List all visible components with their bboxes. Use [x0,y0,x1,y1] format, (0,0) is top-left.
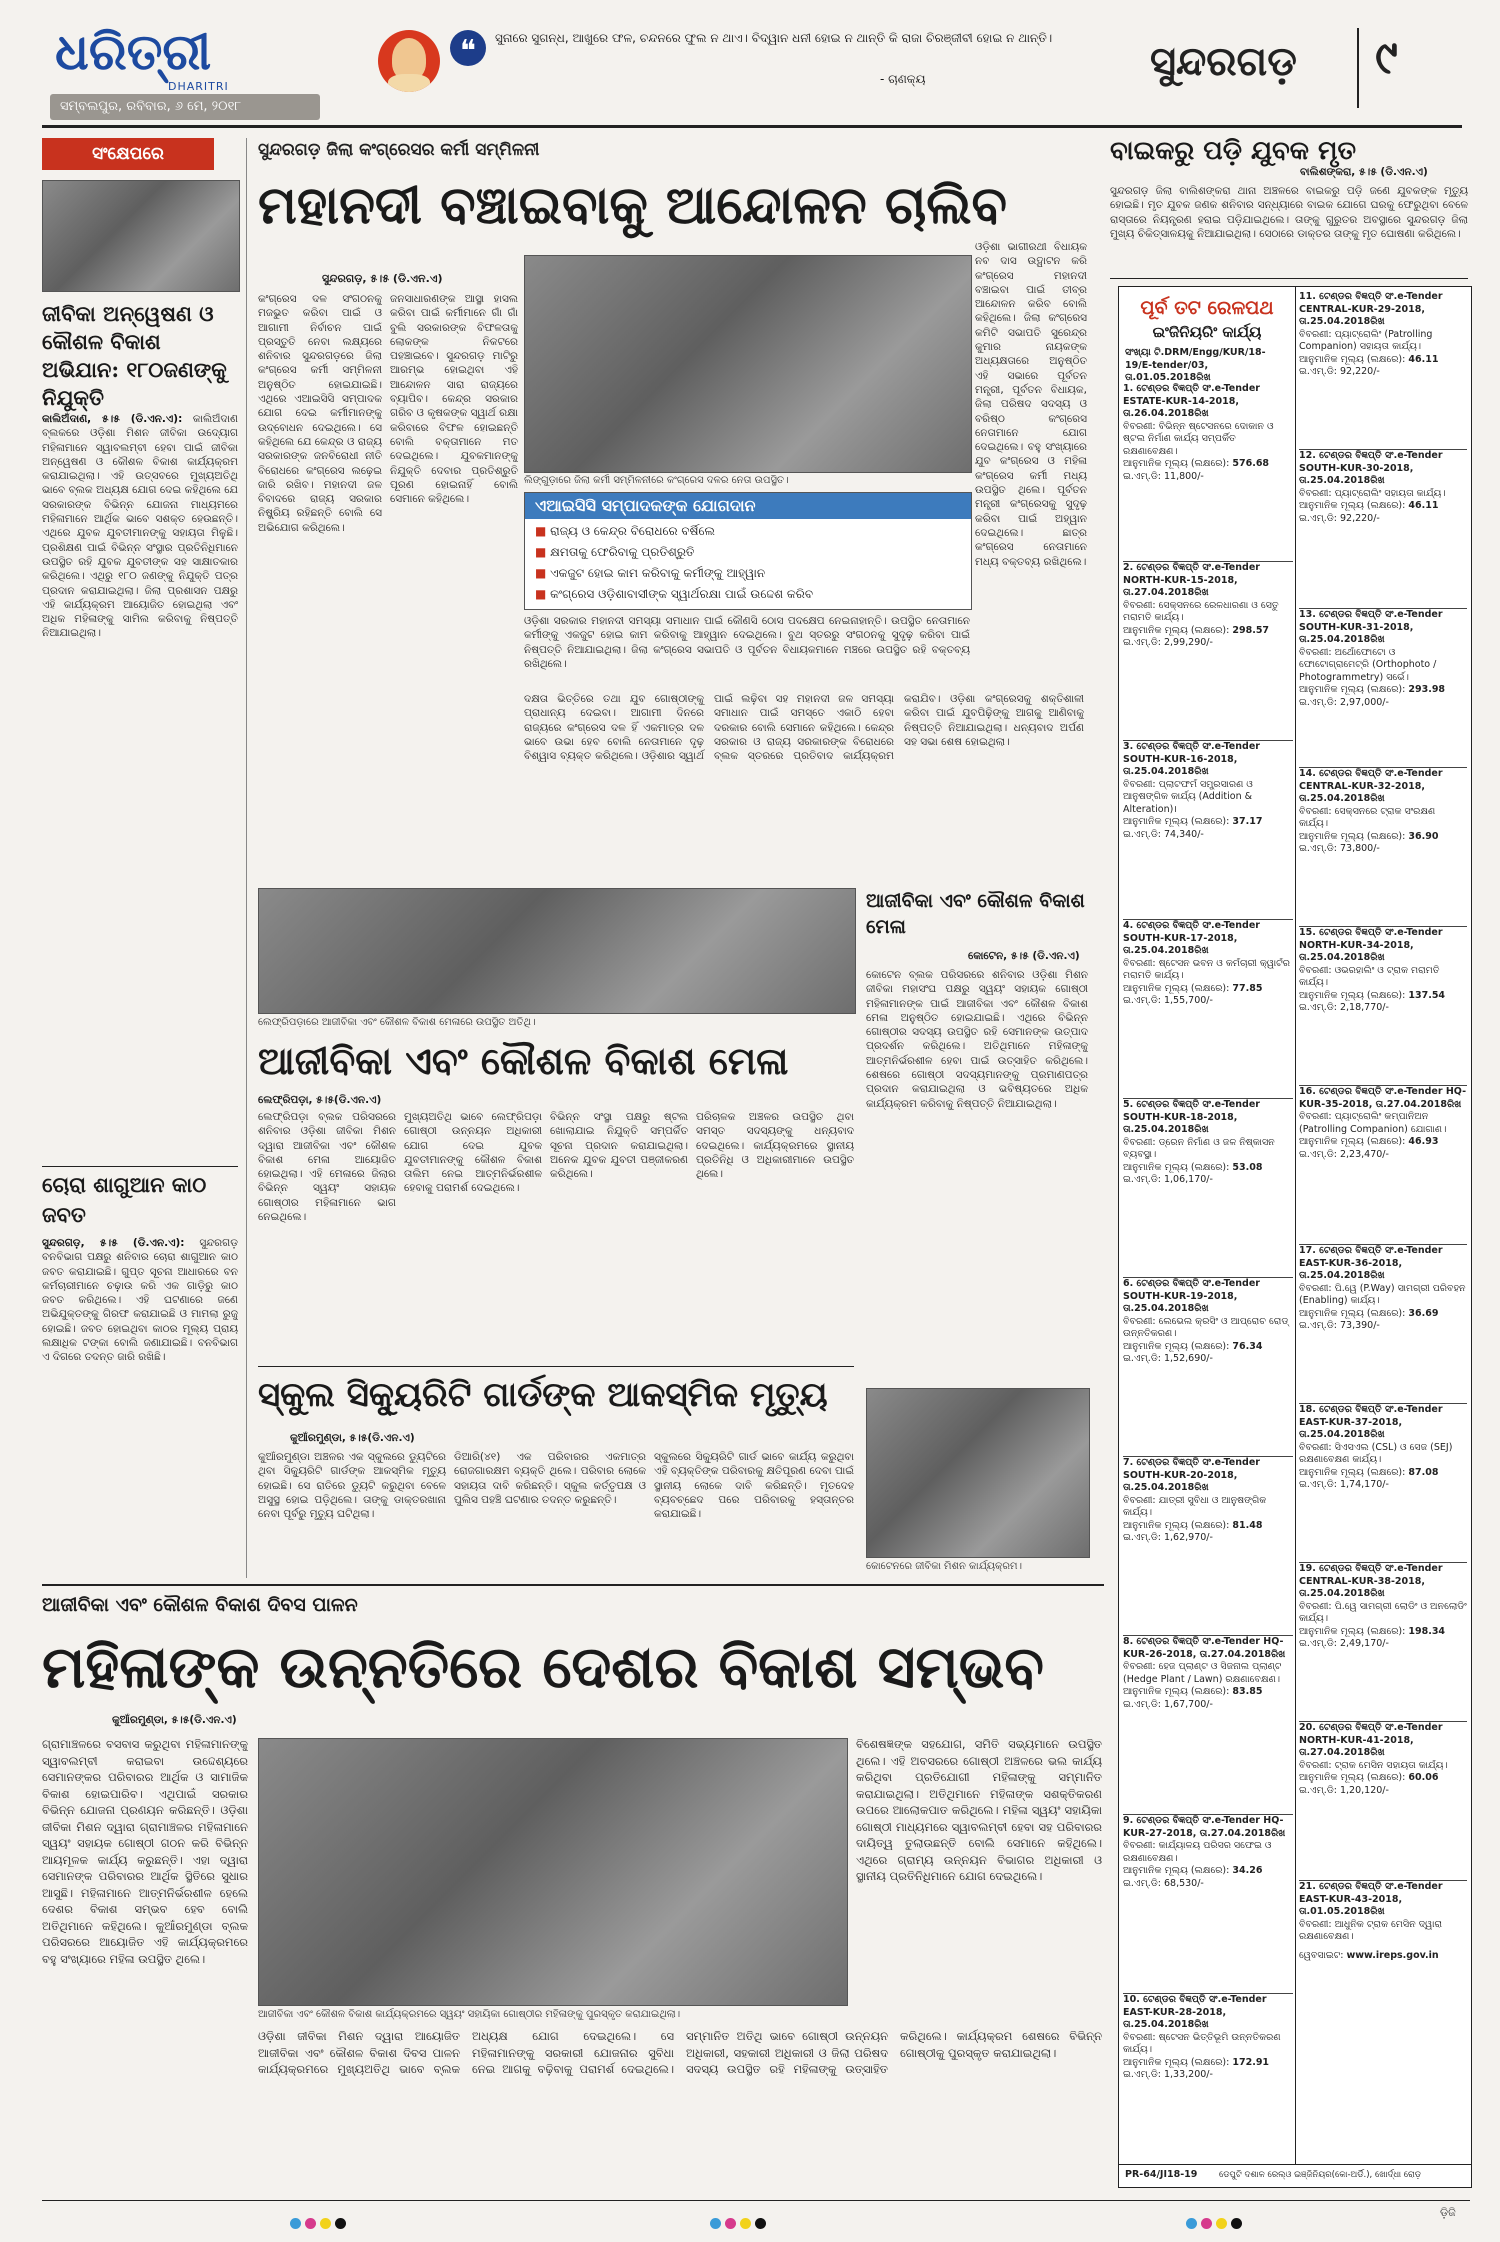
tender-notice [1118,286,1472,2188]
tender-left-list [1123,383,1293,2144]
tender-footer-sign: ଡେପୁଟି ଦଶାଳ ରେଲ୍ଓ ଇଞ୍ଜିନିୟର(କୋ-ଅର୍ଡି.), ଖୋର୍ଦ୍ଧା ରୋଡ଼ [1219,2170,1422,2180]
guard-top-rule [258,1366,854,1367]
jibika2-headline: ଆଜୀବିକା ଏବଂ କୌଶଳ ବିକାଶ ମେଳା [866,890,1085,938]
lead-photo-caption: ଲିଙ୍ଗୁଡ଼ାରେ ଜିଲା କର୍ମୀ ସମ୍ମିଳନୀରେ କଂଗ୍ରେସ ଦଳର ନେତା ଉପସ୍ଥିତ। [524,475,789,486]
tender-item: 12. ଟେଣ୍ଡର ବିଜ୍ଞପ୍ତି ସଂ.e-Tender SOUTH-KUR-30-2018, ତା.25.04.2018ରିଖ ବିବରଣୀ: ପ୍ୟାଟ୍ରୋଲିଂ ସହାୟତା କାର୍ଯ୍ୟ। ଆନୁମାନିକ ମୂଲ୍ୟ (ଲକ୍ଷରେ): 46.11 ଇ.ଏମ୍.ଡି: 92,220/- [1299,450,1467,609]
bottom-dateline: କୁଆଁରମୁଣ୍ଡା, ୫।୫(ଡି.ଏନ.ଏ) [112,1714,237,1726]
tender-item: 3. ଟେଣ୍ଡର ବିଜ୍ଞପ୍ତି ସଂ.e-Tender SOUTH-KUR-16-2018, ତା.25.04.2018ରିଖ ବିବରଣୀ: ପ୍ଲାଟଫର୍ମ ସମ୍ପ୍ରସାରଣ ଓ ଆନୁଷଙ୍ଗିକ କାର୍ଯ୍ୟ (Addition & Alteration)। ଆନୁମାନିକ ମୂଲ୍ୟ (ଲକ୍ଷରେ): 37.17 ଇ.ଏମ୍.ଡି: 74,340/- [1123,741,1293,920]
bottom-section-rule [42,1584,1104,1586]
footer-rule [42,2200,1470,2201]
jibika-dateline: ଲେଫ୍ରିପଡ଼ା, ୫।୫(ଡି.ଏନ.ଏ) [258,1094,382,1106]
sidebar-divider [42,1166,238,1167]
bottom-right-body: ବିଶେଷଜ୍ଞଙ୍କ ସହଯୋଗ, ସମିତି ସଭ୍ୟମାନେ ଉପସ୍ଥିତ ଥିଲେ। ଏହି ଅବସରରେ ଗୋଷ୍ଠୀ ଅଞ୍ଚଳରେ ଭଲ କାର୍ଯ୍ୟ କରିଥିବା ପ୍ରତିଯୋଗୀ ମହିଳାଙ୍କୁ ସମ୍ମାନିତ କରାଯାଇଥିଲା। ଅତିଥିମାନେ ମହିଳାଙ୍କ ସଶକ୍ତିକରଣ ଉପରେ ଆଲୋକପାତ କରିଥିଲେ। ମହିଳା ସ୍ୱୟଂ ସହାୟିକା ଗୋଷ୍ଠୀ ମାଧ୍ୟମରେ ସ୍ୱାବଲମ୍ବୀ ହେବା ସହ ପରିବାରର ଦାୟିତ୍ୱ ତୁଲାଉଛନ୍ତି ବୋଲି ସେମାନେ କହିଥିଲେ। ଏଥିରେ ଗ୍ରାମ୍ୟ ଉନ୍ନୟନ ବିଭାଗର ଅଧିକାରୀ ଓ ସ୍ଥାନୀୟ ପ୍ରତିନିଧିମାନେ ଯୋଗ ଦେଇଥିଲେ। [856,1737,1102,1883]
tender-right-list [1299,291,1467,2031]
page-number: ୯ [1375,30,1398,84]
jibika2-photo [866,1388,1090,1558]
tender-item: 18. ଟେଣ୍ଡର ବିଜ୍ଞପ୍ତି ସଂ.e-Tender EAST-KUR-37-2018, ତା.25.04.2018ରିଖ ବିବରଣୀ: ସିଏସଏଲ (CSL) ଓ ସେଜ (SEJ) ରକ୍ଷଣାବେକ୍ଷଣ କାର୍ଯ୍ୟ। ଆନୁମାନିକ ମୂଲ୍ୟ (ଲକ୍ଷରେ): 87.08 ଇ.ଏମ୍.ଡି: 1,74,170/- [1299,1404,1467,1563]
tender-item: 9. ଟେଣ୍ଡର ବିଜ୍ଞପ୍ତି ସଂ.e-Tender HQ-KUR-27-2018, ତା.27.04.2018ରିଖ ବିବରଣୀ: କାର୍ଯ୍ୟାଳୟ ପରିସର ସଫେଇ ଓ ରକ୍ଷଣାବେକ୍ଷଣ। ଆନୁମାନିକ ମୂଲ୍ୟ (ଲକ୍ଷରେ): 34.26 ଇ.ଏମ୍.ଡି: 68,530/- [1123,1815,1293,1994]
sidebar-story2-headline: ଚୋରା ଶାଗୁଆନ କାଠ ଜବତ [42,1172,207,1227]
quote-text: ସୁନାରେ ସୁଗନ୍ଧ, ଆଖୁରେ ଫଳ, ଚନ୍ଦନରେ ଫୁଲ ନ ଥାଏ। ବିଦ୍ୱାନ ଧନୀ ହୋଇ ନ ଥାନ୍ତି କି ରାଜା ଚିରଞ୍ଜୀବୀ ହୋଇ ନ ଥାନ୍ତି। [495,31,1053,45]
jibika-headline: ଆଜୀବିକା ଏବଂ କୌଶଳ ବିକାଶ ମେଳା [258,1038,789,1083]
tender-item: 7. ଟେଣ୍ଡର ବିଜ୍ଞପ୍ତି ସଂ.e-Tender SOUTH-KUR-20-2018, ତା.25.04.2018ରିଖ ବିବରଣୀ: ଯାତ୍ରୀ ସୁବିଧା ଓ ଆନୁଷଙ୍ଗିକ କାର୍ଯ୍ୟ। ଆନୁମାନିକ ମୂଲ୍ୟ (ଲକ୍ଷରେ): 81.48 ଇ.ଏମ୍.ଡି: 1,62,970/- [1123,1457,1293,1636]
tender-item: 17. ଟେଣ୍ଡର ବିଜ୍ଞପ୍ତି ସଂ.e-Tender EAST-KUR-36-2018, ତା.25.04.2018ରିଖ ବିବରଣୀ: ପି.ୱେ (P.Way) ସାମଗ୍ରୀ ପରିବହନ (Enabling) କାର୍ଯ୍ୟ। ଆନୁମାନିକ ମୂଲ୍ୟ (ଲକ୍ଷରେ): 36.69 ଇ.ଏମ୍.ଡି: 73,390/- [1299,1245,1467,1404]
bike-headline: ବାଇକରୁ ପଡ଼ି ଯୁବକ ମୃତ [1110,136,1357,166]
dateline-bar [50,94,320,120]
registration-marks-right [1186,2214,1246,2233]
jibika-photo [258,888,856,1014]
bottom-photo-caption: ଆଜୀବିକା ଏବଂ କୌଶଳ ବିକାଶ କାର୍ଯ୍ୟକ୍ରମରେ ସ୍ୱୟଂ ସହାୟିକା ଗୋଷ୍ଠୀର ମହିଳାଙ୍କୁ ପୁରସ୍କୃତ କରାଯାଇଥିଲା। [258,2009,681,2020]
jibika-col-3: ବିଭିନ୍ନ ସଂସ୍ଥା ପକ୍ଷରୁ ଷ୍ଟଲ ଖୋଲାଯାଇ ନିଯୁକ୍ତି ସମ୍ପର୍କିତ ସୂଚନା ପ୍ରଦାନ କରାଯାଇଥିଲା। ଅନେକ ଯୁବକ ଯୁବତୀ ପଞ୍ଜୀକରଣ କରିଥିଲେ। [550,1111,688,1181]
guard-dateline: କୁଆଁରମୁଣ୍ଡା, ୫।୫(ଡି.ଏନ.ଏ) [290,1432,415,1444]
tender-item: 15. ଟେଣ୍ଡର ବିଜ୍ଞପ୍ତି ସଂ.e-Tender NORTH-KUR-34-2018, ତା.25.04.2018ରିଖ ବିବରଣୀ: ଓଭରହାଲିଂ ଓ ଟ୍ରାକ ମରାମତି କାର୍ଯ୍ୟ। ଆନୁମାନିକ ମୂଲ୍ୟ (ଲକ୍ଷରେ): 137.54 ଇ.ଏମ୍.ଡି: 2,18,770/- [1299,927,1467,1086]
tender-ref: ସଂଖ୍ୟା ଟି.DRM/Engg/KUR/18-19/E-tender/03, ତା.01.05.2018ରିଖ [1125,347,1266,383]
bottom-kicker: ଆଜୀବିକା ଏବଂ କୌଶଳ ବିକାଶ ଦିବସ ପାଳନ [42,1594,358,1616]
registration-marks-left [290,2214,350,2233]
sidebar-photo [42,180,240,292]
tender-item: 11. ଟେଣ୍ଡର ବିଜ୍ଞପ୍ତି ସଂ.e-Tender CENTRAL-KUR-29-2018, ତା.25.04.2018ରିଖ ବିବରଣୀ: ପ୍ୟାଟ୍ରୋଲିଂ (Patrolling Companion) ସହାୟତା କାର୍ଯ୍ୟ। ଆନୁମାନିକ ମୂଲ୍ୟ (ଲକ୍ଷରେ): 46.11 ଇ.ଏମ୍.ଡି: 92,220/- [1299,291,1467,450]
jibika2-photo-caption: କୋଟେନରେ ଜୀବିକା ମିଶନ କାର୍ଯ୍ୟକ୍ରମ। [866,1561,1022,1572]
tender-footer [1119,2164,1471,2187]
section-divider [1357,28,1359,108]
quote-author: - ଚାଣକ୍ୟ [880,72,926,86]
bottom-left-body: ଗ୍ରାମାଞ୍ଚଳରେ ବସବାସ କରୁଥିବା ମହିଳାମାନଙ୍କୁ ସ୍ୱାବଲମ୍ବୀ କରାଇବା ଉଦ୍ଦେଶ୍ୟରେ ସେମାନଙ୍କର ପରିବାରର ଆର୍ଥିକ ଓ ସାମାଜିକ ବିକାଶ ହୋଇପାରିବ। ଏଥିପାଇଁ ସରକାର ବିଭିନ୍ନ ଯୋଜନା ପ୍ରଣୟନ କରିଛନ୍ତି। ଓଡ଼ିଶା ଜୀବିକା ମିଶନ ଦ୍ୱାରା ଗ୍ରାମାଞ୍ଚଳର ମହିଳାମାନେ ସ୍ୱୟଂ ସହାୟକ ଗୋଷ୍ଠୀ ଗଠନ କରି ବିଭିନ୍ନ ଆୟମୂଳକ କାର୍ଯ୍ୟ କରୁଛନ୍ତି। ଏହା ଦ୍ୱାରା ସେମାନଙ୍କ ପରିବାରର ଆର୍ଥିକ ସ୍ଥିତିରେ ସୁଧାର ଆସୁଛି। ମହିଳାମାନେ ଆତ୍ମନିର୍ଭରଶୀଳ ହେଲେ ଦେଶର ବିକାଶ ସମ୍ଭବ ହେବ ବୋଲି ଅତିଥିମାନେ କହିଥିଲେ। କୁଆଁରମୁଣ୍ଡା ବ୍ଲକ ପରିସରରେ ଆୟୋଜିତ ଏହି କାର୍ଯ୍ୟକ୍ରମରେ ବହୁ ସଂଖ୍ୟାରେ ମହିଳା ଉପସ୍ଥିତ ଥିଲେ। [42,1737,248,1966]
guard-headline: ସ୍କୁଲ ସିକ୍ୟୁରିଟି ଗାର୍ଡଙ୍କ ଆକସ୍ମିକ ମୃତ୍ୟୁ [258,1375,828,1415]
aicc-box [524,492,972,610]
quote-mark-icon: ❝ [450,30,486,66]
lead-col-2: ଜନସାଧାରଣଙ୍କ ଆସ୍ଥା ହାସଲ କରିବା ପାଇଁ କର୍ମୀମାନେ ଗାଁ ଗାଁ ବୁଲି ସରକାରଙ୍କ ବିଫଳତାକୁ ଲୋକଙ୍କ ନିକଟରେ ପହଞ୍ଚାଇବେ। ସୁନ୍ଦରଗଡ଼ ମାଟିରୁ ଆରମ୍ଭ ହୋଇଥିବା ଏହି ଆନ୍ଦୋଳନ ସାରା ରାଜ୍ୟରେ ବ୍ୟାପିବ। କେନ୍ଦ୍ର ସରକାର ଗରିବ ଓ କୃଷକଙ୍କ ସ୍ୱାର୍ଥ ରକ୍ଷା କରିବାରେ ବିଫଳ ହୋଇଛନ୍ତି ବୋଲି ବକ୍ତାମାନେ ମତ ଦେଇଥିଲେ। ଯୁବକମାନଙ୍କୁ ନିଯୁକ୍ତି ଦେବାର ପ୍ରତିଶ୍ରୁତି ପୂରଣ ହୋଇନାହିଁ ବୋଲି ସେମାନେ କହିଥିଲେ। [390,293,518,506]
lead-kicker: ସୁନ୍ଦରଗଡ଼ ଜିଲା କଂଗ୍ରେସର କର୍ମୀ ସମ୍ମିଳନୀ [258,140,540,160]
guard-col-3: ସ୍କୁଲରେ ସିକ୍ୟୁରିଟି ଗାର୍ଡ ଭାବେ କାର୍ଯ୍ୟ କରୁଥିବା ଏହି ବ୍ୟକ୍ତିଙ୍କ ପରିବାରକୁ କ୍ଷତିପୂରଣ ଦେବା ପାଇଁ ସ୍ଥାନୀୟ ଲୋକେ ଦାବି କରିଛନ୍ତି। ମୃତଦେହ ବ୍ୟବଚ୍ଛେଦ ପରେ ପରିବାରକୁ ହସ୍ତାନ୍ତର କରାଯାଇଛି। [654,1451,854,1521]
lead-photo [524,255,972,473]
lead-col-4: ଓଡ଼ିଶା ଭାଗୀରଥୀ ବିଧାୟକ ନବ ଦାସ ଉଦ୍ଘାଟନ କରି କଂଗ୍ରେସ ମହାନଦୀ ବଞ୍ଚାଇବା ପାଇଁ ତୀବ୍ର ଆନ୍ଦୋଳନ କରିବ ବୋଲି କହିଥିଲେ। ଜିଲା କଂଗ୍ରେସ କମିଟି ସଭାପତି ସୁରେନ୍ଦ୍ର କୁମାର ନାୟକଙ୍କ ଅଧ୍ୟକ୍ଷତାରେ ଅନୁଷ୍ଠିତ ଏହି ସଭାରେ ପୂର୍ବତନ ମନ୍ତ୍ରୀ, ପୂର୍ବତନ ବିଧାୟକ, ଜିଲା ପରିଷଦ ସଦସ୍ୟ ଓ ବରିଷ୍ଠ କଂଗ୍ରେସ ନେତାମାନେ ଯୋଗ ଦେଇଥିଲେ। ବହୁ ସଂଖ୍ୟାରେ ଯୁବ କଂଗ୍ରେସ ଓ ମହିଳା କଂଗ୍ରେସ କର୍ମୀ ମଧ୍ୟ ଉପସ୍ଥିତ ଥିଲେ। ପୂର୍ବତନ ମନ୍ତ୍ରୀ କଂଗ୍ରେସକୁ ସୁଦୃଢ଼ କରିବା ପାଇଁ ଅହ୍ୱାନ ଦେଇଥିଲେ। ଛାତ୍ର କଂଗ୍ରେସ ନେତାମାନେ ମଧ୍ୟ ବକ୍ତବ୍ୟ ରଖିଥିଲେ। [975,241,1087,568]
tender-item: 6. ଟେଣ୍ଡର ବିଜ୍ଞପ୍ତି ସଂ.e-Tender SOUTH-KUR-19-2018, ତା.25.04.2018ରିଖ ବିବରଣୀ: ଲେଭେଲ କ୍ରସିଂ ଓ ଆପ୍ରୋଚ ରୋଡ୍ ଉନ୍ନତିକରଣ। ଆନୁମାନିକ ମୂଲ୍ୟ (ଲକ୍ଷରେ): 76.34 ଇ.ଏମ୍.ଡି: 1,52,690/- [1123,1278,1293,1457]
tender-item: 4. ଟେଣ୍ଡର ବିଜ୍ଞପ୍ତି ସଂ.e-Tender SOUTH-KUR-17-2018, ତା.25.04.2018ରିଖ ବିବରଣୀ: ଷ୍ଟେସନ ଭବନ ଓ କର୍ମଚାରୀ କ୍ୱାର୍ଟର ମରାମତି କାର୍ଯ୍ୟ। ଆନୁମାନିକ ମୂଲ୍ୟ (ଲକ୍ଷରେ): 77.85 ଇ.ଏମ୍.ଡି: 1,55,700/- [1123,920,1293,1099]
sidebar-header: ସଂକ୍ଷେପରେ [42,138,214,170]
lead-lower-body: ଦକ୍ଷତା ଭିତ୍ତିରେ ତଥା ଯୁବ ଗୋଷ୍ଠୀଙ୍କୁ ପ୍ରାଧାନ୍ୟ ଦେଇବା। ଆଗାମୀ ଦିନରେ ରାଜ୍ୟରେ କଂଗ୍ରେସ ଦଳ ହିଁ ଏକମାତ୍ର ଦଳ ଭାବେ ଉଭା ହେବ ବୋଲି ନେତାମାନେ ଦୃଢ଼ ବିଶ୍ୱାସ ବ୍ୟକ୍ତ କରିଥିଲେ। ଓଡ଼ିଶାର ସ୍ୱାର୍ଥ ପାଇଁ ଲଢ଼ିବା ସହ ମହାନଦୀ ଜଳ ସମସ୍ୟା ସମାଧାନ ପାଇଁ ସମସ୍ତେ ଏକାଠି ହେବା ଦରକାର ବୋଲି ସେମାନେ କହିଥିଲେ। କେନ୍ଦ୍ର ସରକାର ଓ ରାଜ୍ୟ ସରକାରଙ୍କ ବିରୋଧରେ ବ୍ଲକ ସ୍ତରରେ ପ୍ରତିବାଦ କାର୍ଯ୍ୟକ୍ରମ କରାଯିବ। ଓଡ଼ିଶା କଂଗ୍ରେସକୁ ଶକ୍ତିଶାଳୀ କରିବା ପାଇଁ ଯୁବପିଢ଼ିଙ୍କୁ ଆଗକୁ ଆଣିବାକୁ ନିଷ୍ପତ୍ତି ନିଆଯାଇଥିଲା। ଧନ୍ୟବାଦ ଅର୍ପଣ ସହ ସଭା ଶେଷ ହୋଇଥିଲା। [524,693,1084,763]
tender-col-divider [1295,287,1296,2187]
tender-item: 14. ଟେଣ୍ଡର ବିଜ୍ଞପ୍ତି ସଂ.e-Tender CENTRAL-KUR-32-2018, ତା.25.04.2018ରିଖ ବିବରଣୀ: ସେକ୍ସନରେ ଟ୍ରାକ ସଂରକ୍ଷଣ କାର୍ଯ୍ୟ। ଆନୁମାନିକ ମୂଲ୍ୟ (ଲକ୍ଷରେ): 36.90 ଇ.ଏମ୍.ଡି: 73,800/- [1299,768,1467,927]
jibika-photo-caption: ଲେଫ୍ରିପଡ଼ାରେ ଆଜୀବିକା ଏବଂ କୌଶଳ ବିକାଶ ମେଳାରେ ଉପସ୍ଥିତ ଅତିଥି। [258,1017,536,1028]
jibika2-dateline: କୋଟେନ, ୫।୫ (ଡି.ଏନ.ଏ) [968,950,1080,962]
logo: ଧରିତ୍ରୀ [55,22,212,81]
tender-item: 5. ଟେଣ୍ଡର ବିଜ୍ଞପ୍ତି ସଂ.e-Tender SOUTH-KUR-18-2018, ତା.25.04.2018ରିଖ ବିବରଣୀ: ଡ୍ରେନ ନିର୍ମାଣ ଓ ଜଳ ନିଷ୍କାସନ ବ୍ୟବସ୍ଥା। ଆନୁମାନିକ ମୂଲ୍ୟ (ଲକ୍ଷରେ): 53.08 ଇ.ଏମ୍.ଡି: 1,06,170/- [1123,1099,1293,1278]
registration-marks-center [710,2214,770,2233]
jibika2-body: କୋଟେନ ବ୍ଲକ ପରିସରରେ ଶନିବାର ଓଡ଼ିଶା ମିଶନ ଜୀବିକା ମହାସଂଘ ପକ୍ଷରୁ ସ୍ୱୟଂ ସହାୟକ ଗୋଷ୍ଠୀ ମହିଳାମାନଙ୍କ ପାଇଁ ଆଜୀବିକା ଏବଂ କୌଶଳ ବିକାଶ ମେଳା ଅନୁଷ୍ଠିତ ହୋଇଯାଇଛି। ଏଥିରେ ବିଭିନ୍ନ ଗୋଷ୍ଠୀର ସଦସ୍ୟ ଉପସ୍ଥିତ ରହି ସେମାନଙ୍କ ଉତ୍ପାଦ ପ୍ରଦର୍ଶନ କରିଥିଲେ। ଅତିଥିମାନେ ମହିଳାଙ୍କୁ ଆତ୍ମନିର୍ଭରଶୀଳ ହେବା ପାଇଁ ଉତ୍ସାହିତ କରିଥିଲେ। ଶେଷରେ ଗୋଷ୍ଠୀ ସଦସ୍ୟମାନଙ୍କୁ ପ୍ରମାଣପତ୍ର ପ୍ରଦାନ କରାଯାଇଥିଲା ଓ ଭବିଷ୍ୟତରେ ଅଧିକ କାର୍ଯ୍ୟକ୍ରମ କରିବାକୁ ନିଷ୍ପତ୍ତି ନିଆଯାଇଥିଲା। [866,969,1088,1110]
section-name: ସୁନ୍ଦରଗଡ଼ [1150,38,1297,85]
masthead [0,0,1500,130]
bottom-low-body: ଓଡ଼ିଶା ଜୀବିକା ମିଶନ ଦ୍ୱାରା ଆୟୋଜିତ ଆଜୀବିକା ଏବଂ କୌଶଳ ବିକାଶ ଦିବସ ପାଳନ କାର୍ଯ୍ୟକ୍ରମରେ ମୁଖ୍ୟଅତିଥି ଭାବେ ବ୍ଲକ ଅଧ୍ୟକ୍ଷ ଯୋଗ ଦେଇଥିଲେ। ସେ ମହିଳାମାନଙ୍କୁ ସରକାରୀ ଯୋଜନାର ସୁବିଧା ନେଇ ଆଗକୁ ବଢ଼ିବାକୁ ପରାମର୍ଶ ଦେଇଥିଲେ। ସମ୍ମାନିତ ଅତିଥି ଭାବେ ଗୋଷ୍ଠୀ ଉନ୍ନୟନ ଅଧିକାରୀ, ସହକାରୀ ଅଧିକାରୀ ଓ ଜିଲା ପରିଷଦ ସଦସ୍ୟ ଉପସ୍ଥିତ ରହି ମହିଳାଙ୍କୁ ଉତ୍ସାହିତ କରିଥିଲେ। କାର୍ଯ୍ୟକ୍ରମ ଶେଷରେ ବିଭିନ୍ନ ଗୋଷ୍ଠୀକୁ ପୁରସ୍କୃତ କରାଯାଇଥିଲା। [258,2029,1102,2076]
sidebar-column-rule [246,138,247,1578]
tender-footer-ref: PR-64/JI18-19 [1125,2169,1198,2180]
logo-english: DHARITRI [168,80,229,93]
tender-item: 2. ଟେଣ୍ଡର ବିଜ୍ଞପ୍ତି ସଂ.e-Tender NORTH-KUR-15-2018, ତା.27.04.2018ରିଖ ବିବରଣୀ: ସେକ୍ସନରେ ରେଳଧାରଣା ଓ ସେତୁ ମରାମତି କାର୍ଯ୍ୟ। ଆନୁମାନିକ ମୂଲ୍ୟ (ଲକ୍ଷରେ): 298.57 ଇ.ଏମ୍.ଡି: 2,99,290/- [1123,562,1293,741]
lead-headline: ମହାନଦୀ ବଞ୍ଚାଇବାକୁ ଆନ୍ଦୋଳନ ଚାଲିବ [258,175,1007,236]
bottom-photo [258,1738,848,2006]
tender-item: 13. ଟେଣ୍ଡର ବିଜ୍ଞପ୍ତି ସଂ.e-Tender SOUTH-KUR-31-2018, ତା.25.04.2018ରିଖ ବିବରଣୀ: ଅର୍ଥୋଫୋଟୋ ଓ ଫୋଟୋଗ୍ରାମେଟ୍ରି (Orthophoto / Photogrammetry) ସର୍ଭେ। ଆନୁମାନିକ ମୂଲ୍ୟ (ଲକ୍ଷରେ): 293.98 ଇ.ଏମ୍.ଡି: 2,97,000/- [1299,609,1467,768]
sidebar-story1-headline: ଜୀବିକା ଅନ୍ୱେଷଣ ଓ କୌଶଳ ବିକାଶ ଅଭିଯାନ: ୧୮୦ଜଣଙ୍କୁ ନିଯୁକ୍ତି [42,301,227,410]
right-top-rule [1110,278,1468,279]
tender-item: 20. ଟେଣ୍ଡର ବିଜ୍ଞପ୍ତି ସଂ.e-Tender NORTH-KUR-41-2018, ତା.27.04.2018ରିଖ ବିବରଣୀ: ଟ୍ରାକ ମେସିନ ସହାୟତା କାର୍ଯ୍ୟ। ଆନୁମାନିକ ମୂଲ୍ୟ (ଲକ୍ଷରେ): 60.06 ଇ.ଏମ୍.ଡି: 1,20,120/- [1299,1722,1467,1881]
tender-item: 16. ଟେଣ୍ଡର ବିଜ୍ଞପ୍ତି ସଂ.e-Tender HQ-KUR-35-2018, ତା.27.04.2018ରିଖ ବିବରଣୀ: ପ୍ୟାଟ୍ରୋଲିଂ କମ୍ପାନିଅନ (Patrolling Companion) ଯୋଗାଣ। ଆନୁମାନିକ ମୂଲ୍ୟ (ଲକ୍ଷରେ): 46.93 ଇ.ଏମ୍.ଡି: 2,23,470/- [1299,1086,1467,1245]
sidebar-story1-body: କାଲିଅଁଦାଣ, ୫।୫ (ଡି.ଏନ.ଏ): କାଲିଅଁଦାଣ ବ୍ଲକରେ ଓଡ଼ିଶା ମିଶନ ଜୀବିକା ଉଦ୍ୟୋଗ ମହିଳାମାନେ ସ୍ୱାବଲମ୍ବୀ ହେବା ପାଇଁ ଜୀବିକା ଅନ୍ୱେଷଣ ଓ କୌଶଳ ବିକାଶ କାର୍ଯ୍ୟକ୍ରମ କରାଯାଇଥିଲା। ଏହି ଉତ୍ସବରେ ମୁଖ୍ୟଅତିଥି ଭାବେ ବ୍ଲକ ଅଧ୍ୟକ୍ଷ ଯୋଗ ଦେଇ କହିଥିଲେ ଯେ ସରକାରଙ୍କ ବିଭିନ୍ନ ଯୋଜନା ମାଧ୍ୟମରେ ମହିଳାମାନେ ଆର୍ଥିକ ଭାବେ ସଶକ୍ତ ହେଉଛନ୍ତି। ଏଥିରେ ଯୁବକ ଯୁବତୀମାନଙ୍କୁ ସହାୟତା ମିଳୁଛି। ପ୍ରଶିକ୍ଷଣ ପାଇଁ ବିଭିନ୍ନ ସଂସ୍ଥାର ପ୍ରତିନିଧିମାନେ ଉପସ୍ଥିତ ରହି ଯୁବକ ଯୁବତୀଙ୍କ ସହ ସାକ୍ଷାତକାର କରିଥିଲେ। ଏଥିରୁ ୧୮୦ ଜଣଙ୍କୁ ନିଯୁକ୍ତି ପତ୍ର ପ୍ରଦାନ କରାଯାଇଥିଲା। ଜିଲା ପ୍ରଶାସନ ପକ୍ଷରୁ ଏହି କାର୍ଯ୍ୟକ୍ରମ ଆୟୋଜିତ ହୋଇଥିଲା ଏବଂ ଅଧିକ ମହିଳାଙ୍କୁ ସାମିଲ କରିବାକୁ ନିଷ୍ପତ୍ତି ନିଆଯାଇଥିଲା। [42,413,238,640]
tender-item: 19. ଟେଣ୍ଡର ବିଜ୍ଞପ୍ତି ସଂ.e-Tender CENTRAL-KUR-38-2018, ତା.25.04.2018ରିଖ ବିବରଣୀ: ପି.ୱେ ସାମଗ୍ରୀ ଲୋଡିଂ ଓ ଅନଲୋଡିଂ କାର୍ଯ୍ୟ। ଆନୁମାନିକ ମୂଲ୍ୟ (ଲକ୍ଷରେ): 198.34 ଇ.ଏମ୍.ଡି: 2,49,170/- [1299,1563,1467,1722]
bike-dateline: ବାଲିଶଙ୍କରା, ୫।୫ (ଡି.ଏନ.ଏ) [1300,166,1428,178]
dateline: ସମ୍ବଲପୁର, ରବିବାର, ୬ ମେ, ୨୦୧୮ [60,99,242,114]
footer-page-mark: ଡ଼ିଜି [1440,2206,1456,2219]
masthead-rule [42,125,1462,128]
guard-col-1: କୁଆଁରମୁଣ୍ଡା ଅଞ୍ଚଳର ଏକ ସ୍କୁଲରେ ଡ୍ୟୁଟିରେ ଥିବା ସିକ୍ୟୁରିଟି ଗାର୍ଡଙ୍କ ଆକସ୍ମିକ ମୃତ୍ୟୁ ହୋଇଛି। ସେ ରାତିରେ ଡ୍ୟୁଟି କରୁଥିବା ବେଳେ ଅସୁସ୍ଥ ହୋଇ ପଡ଼ିଥିଲେ। ତାଙ୍କୁ ଡାକ୍ତରଖାନା ନେବା ପୂର୍ବରୁ ମୃତ୍ୟୁ ଘଟିଥିଲା। [258,1451,446,1521]
sidebar-story2-body: ସୁନ୍ଦରଗଡ଼, ୫।୫ (ଡି.ଏନ.ଏ): ସୁନ୍ଦରଗଡ଼ ବନବିଭାଗ ପକ୍ଷରୁ ଶନିବାର ଚୋରା ଶାଗୁଆନ କାଠ ଜବତ କରାଯାଇଛି। ଗୁପ୍ତ ସୂଚନା ଆଧାରରେ ବନ କର୍ମଚାରୀମାନେ ଚଢ଼ାଉ କରି ଏକ ଗାଡ଼ିରୁ କାଠ ଜବତ କରିଥିଲେ। ଏହି ଘଟଣାରେ ଜଣେ ଅଭିଯୁକ୍ତଙ୍କୁ ଗିରଫ କରାଯାଇଛି ଓ ମାମଲା ରୁଜୁ ହୋଇଛି। ଜବତ ହୋଇଥିବା କାଠର ମୂଲ୍ୟ ପ୍ରାୟ ଲକ୍ଷାଧିକ ଟଙ୍କା ବୋଲି ଜଣାଯାଇଛି। ବନବିଭାଗ ଏ ଦିଗରେ ତଦନ୍ତ ଜାରି ରଖିଛି। [42,1237,238,1364]
jibika-col-4: ପରିଚାଳକ ଅଞ୍ଚଳର ଉପସ୍ଥିତ ଥିବା ସମସ୍ତ ସଦସ୍ୟଙ୍କୁ ଧନ୍ୟବାଦ ଦେଇଥିଲେ। କାର୍ଯ୍ୟକ୍ରମରେ ସ୍ଥାନୀୟ ପ୍ରତିନିଧି ଓ ଅଧିକାରୀମାନେ ଉପସ୍ଥିତ ଥିଲେ। [696,1111,854,1181]
tender-item: 10. ଟେଣ୍ଡର ବିଜ୍ଞପ୍ତି ସଂ.e-Tender EAST-KUR-28-2018, ତା.25.04.2018ରିଖ ବିବରଣୀ: ଷ୍ଟେସନ ଭିତ୍ତିଭୂମି ଉନ୍ନତିକରଣ କାର୍ଯ୍ୟ। ଆନୁମାନିକ ମୂଲ୍ୟ (ଲକ୍ଷରେ): 172.91 ଇ.ଏମ୍.ଡି: 1,33,200/- [1123,1994,1281,2080]
tender-item: 1. ଟେଣ୍ଡର ବିଜ୍ଞପ୍ତି ସଂ.e-Tender ESTATE-KUR-14-2018, ତା.26.04.2018ରିଖ ବିବରଣୀ: ବିଭିନ୍ନ ଷ୍ଟେସନରେ ଦୋକାନ ଓ ଷ୍ଟଲ ନିର୍ମାଣ କାର୍ଯ୍ୟ ସମ୍ପର୍କିତ ରକ୍ଷଣାବେକ୍ଷଣ। ଆନୁମାନିକ ମୂଲ୍ୟ (ଲକ୍ଷରେ): 576.68 ଇ.ଏମ୍.ଡି: 11,800/- [1123,383,1293,562]
aicc-box-item: ■ ରାଜ୍ୟ ଓ କେନ୍ଦ୍ର ବିରୋଧରେ ବର୍ଷିଲେ ■ କ୍ଷମତାକୁ ଫେରିବାକୁ ପ୍ରତିଶ୍ରୁତି ■ ଏକଜୁଟ ହୋଇ କାମ କରିବାକୁ କର୍ମୀଙ୍କୁ ଆହ୍ୱାନ ■ କଂଗ୍ରେସ ଓଡ଼ିଶାବାସୀଙ୍କ ସ୍ୱାର୍ଥରକ୍ଷା ପାଇଁ ଉଦ୍ଦେଶ କରିବ [535,524,814,601]
tender-subtitle: ଇଂଜିନିୟରିଂ କାର୍ଯ୍ୟ [1152,323,1262,341]
jibika-col-2: ମୁଖ୍ୟଅତିଥି ଭାବେ ଲେଫ୍ରିପଡ଼ା ଗୋଷ୍ଠୀ ଉନ୍ନୟନ ଅଧିକାରୀ ଯୋଗ ଦେଇ ଯୁବକ ଯୁବତୀମାନଙ୍କୁ କୌଶଳ ବିକାଶ ତାଲିମ ନେଇ ଆତ୍ମନିର୍ଭରଶୀଳ ହେବାକୁ ପରାମର୍ଶ ଦେଇଥିଲେ। [404,1111,542,1195]
jibika-col-1: ଲେଫ୍ରିପଡ଼ା ବ୍ଲକ ପରିସରରେ ଶନିବାର ଓଡ଼ିଶା ଜୀବିକା ମିଶନ ଦ୍ୱାରା ଆଜୀବିକା ଏବଂ କୌଶଳ ବିକାଶ ମେଳା ଆୟୋଜିତ ହୋଇଥିଲା। ଏହି ମେଳାରେ ଜିଲାର ବିଭିନ୍ନ ସ୍ୱୟଂ ସହାୟକ ଗୋଷ୍ଠୀର ମହିଳାମାନେ ଭାଗ ନେଇଥିଲେ। [258,1111,396,1224]
chanakya-portrait [378,30,440,92]
tender-item: 8. ଟେଣ୍ଡର ବିଜ୍ଞପ୍ତି ସଂ.e-Tender HQ-KUR-26-2018, ତା.27.04.2018ରିଖ ବିବରଣୀ: ହେଜ ପ୍ଲାଣ୍ଟ ଓ ସିଜନାଲ ପ୍ଲାଣ୍ଟ (Hedge Plant / Lawn) ରକ୍ଷଣାବେକ୍ଷଣ। ଆନୁମାନିକ ମୂଲ୍ୟ (ଲକ୍ଷରେ): 83.85 ଇ.ଏମ୍.ଡି: 1,67,700/- [1123,1636,1293,1815]
guard-col-2: ଡିଆରି(୪୧) ଏକ ପରିବାରର ଏକମାତ୍ର ରୋଜଗାରକ୍ଷମ ବ୍ୟକ୍ତି ଥିଲେ। ପରିବାର ଲୋକେ ସହାୟତା ଦାବି କରିଛନ୍ତି। ସ୍କୁଲ କର୍ତ୍ତୃପକ୍ଷ ଓ ପୁଲିସ ପହଞ୍ଚି ଘଟଣାର ତଦନ୍ତ କରୁଛନ୍ତି। [454,1451,646,1506]
lead-col-1: କଂଗ୍ରେସ ଦଳ ସଂଗଠନକୁ ମଜଭୁତ କରିବା ପାଇଁ ଓ ଆଗାମୀ ନିର୍ବାଚନ ପାଇଁ ପ୍ରସ୍ତୁତି ନେବା ଲକ୍ଷ୍ୟରେ ଶନିବାର ସୁନ୍ଦରଗଡ଼ରେ ଜିଲା କଂଗ୍ରେସ କର୍ମୀ ସମ୍ମିଳନୀ ଅନୁଷ୍ଠିତ ହୋଇଯାଇଛି। ଏଥିରେ ଏଆଇସିସି ସମ୍ପାଦକ ଯୋଗ ଦେଇ କର୍ମୀମାନଙ୍କୁ ଉଦ୍ବୋଧନ ଦେଇଥିଲେ। ସେ କହିଥିଲେ ଯେ କେନ୍ଦ୍ର ଓ ରାଜ୍ୟ ସରକାରଙ୍କ ଜନବିରୋଧୀ ନୀତି ବିରୋଧରେ କଂଗ୍ରେସ ଲଢ଼େଇ ଜାରି ରଖିବ। ମହାନଦୀ ଜଳ ବିବାଦରେ ରାଜ୍ୟ ସରକାର ନିଷ୍କ୍ରିୟ ରହିଛନ୍ତି ବୋଲି ସେ ଅଭିଯୋଗ କରିଥିଲେ। [258,293,382,534]
bottom-headline: ମହିଳାଙ୍କ ଉନ୍ନତିରେ ଦେଶର ବିକାଶ ସମ୍ଭବ [42,1633,1044,1701]
tender-title: ପୂର୍ବ ତଟ ରେଳପଥ [1140,297,1274,319]
lead-dateline: ସୁନ୍ଦରଗଡ଼, ୫।୫ (ଡି.ଏନ.ଏ) [322,272,443,285]
lead-col-3: ଓଡ଼ିଶା ସରକାର ମହାନଦୀ ସମସ୍ୟା ସମାଧାନ ପାଇଁ କୌଣସି ଠୋସ ପଦକ୍ଷେପ ନେଇନାହାନ୍ତି। ଉପସ୍ଥିତ ନେତାମାନେ କର୍ମୀଙ୍କୁ ଏକଜୁଟ ହୋଇ କାମ କରିବାକୁ ଆହ୍ୱାନ ଦେଇଥିଲେ। ବୁଥ ସ୍ତରରୁ ସଂଗଠନକୁ ସୁଦୃଢ଼ କରିବା ପାଇଁ ନିଷ୍ପତ୍ତି ନିଆଯାଇଥିଲା। ଜିଲା କଂଗ୍ରେସ ସଭାପତି ଓ ପୂର୍ବତନ ବିଧାୟକମାନେ ମଞ୍ଚରେ ଉପସ୍ଥିତ ରହି ବକ୍ତବ୍ୟ ରଖିଥିଲେ। [524,615,970,670]
bike-body: ସୁନ୍ଦରଗଡ଼ ଜିଲା ବାଲିଶଙ୍କରା ଥାନା ଅଞ୍ଚଳରେ ବାଇକରୁ ପଡ଼ି ଜଣେ ଯୁବକଙ୍କ ମୃତ୍ୟୁ ହୋଇଛି। ମୃତ ଯୁବକ ଜଣକ ଶନିବାର ସନ୍ଧ୍ୟାରେ ବାଇକ ଯୋଗେ ଘରକୁ ଫେରୁଥିବା ବେଳେ ରାସ୍ତାରେ ନିୟନ୍ତ୍ରଣ ହରାଇ ପଡ଼ିଯାଇଥିଲେ। ତାଙ୍କୁ ଗୁରୁତର ଅବସ୍ଥାରେ ସୁନ୍ଦରଗଡ଼ ଜିଲା ମୁଖ୍ୟ ଚିକିତ୍ସାଳୟକୁ ନିଆଯାଇଥିଲା। ସେଠାରେ ଡାକ୍ତର ତାଙ୍କୁ ମୃତ ଘୋଷଣା କରିଥିଲେ। [1110,185,1468,240]
tender-item: 21. ଟେଣ୍ଡର ବିଜ୍ଞପ୍ତି ସଂ.e-Tender EAST-KUR-43-2018, ତା.01.05.2018ରିଖ ବିବରଣୀ: ଆଧୁନିକ ଟ୍ରାକ ମେସିନ ଦ୍ୱାରା ରକ୍ଷଣାବେକ୍ଷଣ। ୱେବସାଇଟ: www.ireps.gov.in [1299,1881,1443,1961]
aicc-box-title: ଏଆଇସିସି ସମ୍ପାଦକଙ୍କ ଯୋଗଦାନ [525,493,971,519]
